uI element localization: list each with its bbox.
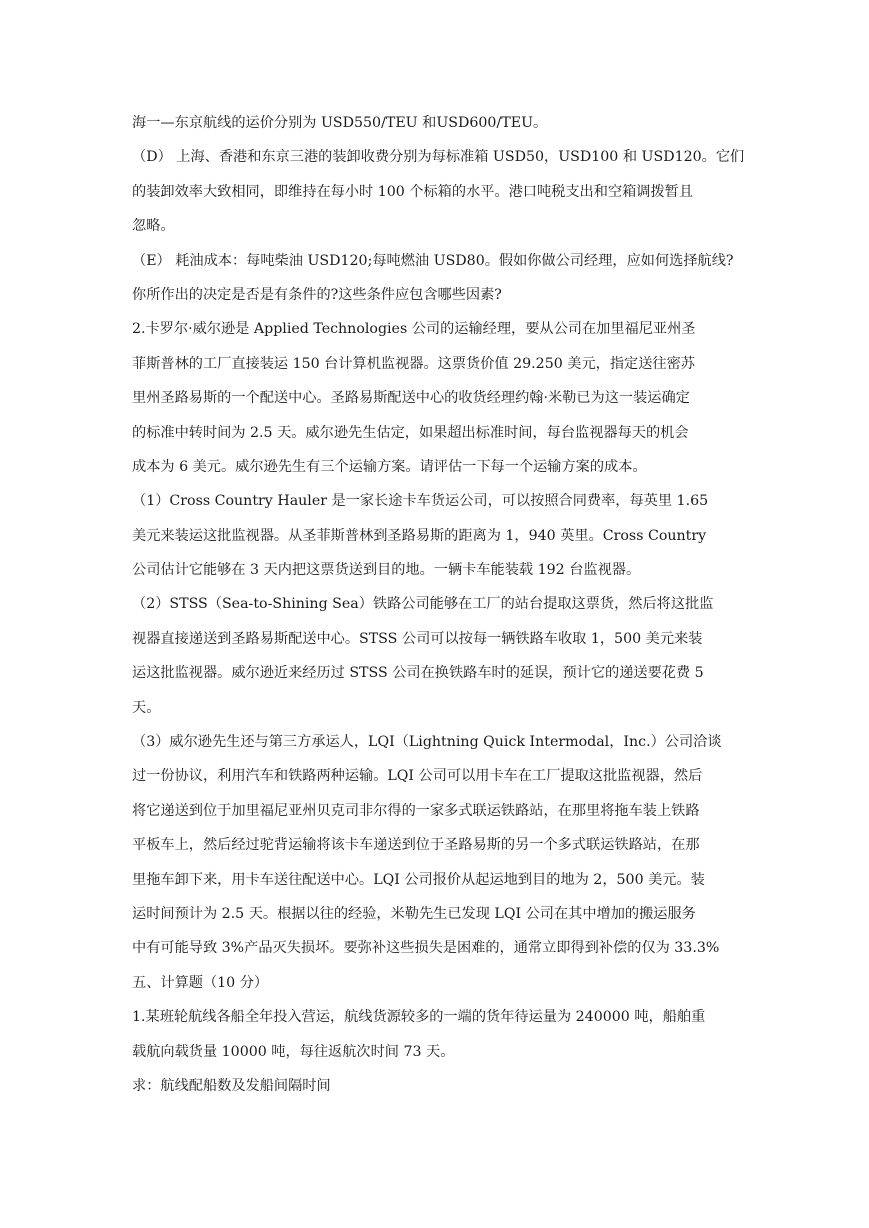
text-line: 美元来装运这批监视器。从圣菲斯普林到圣路易斯的距离为 1，940 英里。Cross Country	[132, 527, 707, 544]
text-line: 公司估计它能够在 3 天内把这票货送到目的地。一辆卡车能装载 192 台监视器。	[132, 562, 641, 579]
text-line: 过一份协议，利用汽车和铁路两种运输。LQI 公司可以用卡车在工厂提取这批监视器，然后	[132, 768, 703, 785]
text-line: 的标准中转时间为 2.5 天。威尔逊先生估定，如果超出标准时间，每台监视器每天的机会	[132, 424, 689, 441]
text-line: 菲斯普林的工厂直接装运 150 台计算机监视器。这票货价值 29.250 美元，指定送往密苏	[132, 355, 695, 372]
text-line: 2.卡罗尔·威尔逊是 Applied Technologies 公司的运输经理，要从公司在加里福尼亚州圣	[132, 321, 696, 338]
text-line: 载航向载货量 10000 吨，每往返航次时间 73 天。	[132, 1043, 455, 1060]
text-line: 的装卸效率大致相同，即维持在每小时 100 个标箱的水平。港口吨税支出和空箱调拨暂且	[132, 183, 694, 200]
text-line: （1）Cross Country Hauler 是一家长途卡车货运公司，可以按照合同费率，每英里 1.65	[132, 493, 709, 510]
text-line: 成本为 6 美元。威尔逊先生有三个运输方案。请评估一下每一个运输方案的成本。	[132, 458, 647, 475]
text-line: 里拖车卸下来，用卡车送往配送中心。LQI 公司报价从起运地到目的地为 2，500 美元。装	[132, 871, 705, 888]
document-body	[132, 108, 745, 1105]
text-line: 中有可能导致 3%产品灭失损坏。要弥补这些损失是困难的，通常立即得到补偿的仅为 33.3%	[132, 940, 720, 957]
text-line: 海一—东京航线的运价分别为 USD550/TEU 和USD600/TEU。	[132, 115, 548, 131]
text-line: 将它递送到位于加里福尼亚州贝克司非尔得的一家多式联运铁路站，在那里将拖车装上铁路	[132, 802, 700, 819]
text-line: （D） 上海、香港和东京三港的装卸收费分别为每标准箱 USD50，USD100 和 USD120。它们	[132, 149, 745, 166]
text-line: 运时间预计为 2.5 天。根据以往的经验，米勒先生已发现 LQI 公司在其中增加的搬运服务	[132, 905, 696, 922]
text-line: 视器直接递送到圣路易斯配送中心。STSS 公司可以按每一辆铁路车收取 1，500 美元来装	[132, 630, 703, 647]
text-line: （3）威尔逊先生还与第三方承运人，LQI（Lightning Quick Intermodal，Inc.）公司洽谈	[132, 734, 722, 751]
section-heading: 五、计算题（10 分）	[132, 974, 269, 991]
text-line: 1.某班轮航线各船全年投入营运，航线货源较多的一端的货年待运量为 240000 吨，船舶重	[132, 1009, 706, 1026]
text-line: 忽略。	[132, 218, 175, 235]
text-line: 平板车上，然后经过驼背运输将该卡车递送到位于圣路易斯的另一个多式联运铁路站，在那	[132, 837, 700, 854]
text-line: 天。	[132, 699, 161, 716]
text-line: （2）STSS（Sea-to-Shining Sea）铁路公司能够在工厂的站台提取这票货，然后将这批监	[132, 596, 714, 613]
text-line: 里州圣路易斯的一个配送中心。圣路易斯配送中心的收货经理约翰·米勒已为这一装运确定	[132, 390, 690, 407]
text-line: 求：航线配船数及发船间隔时间	[132, 1077, 331, 1094]
text-line: 你所作出的决定是否是有条件的?这些条件应包含哪些因素?	[132, 286, 502, 303]
text-line: （E） 耗油成本：每吨柴油 USD120;每吨燃油 USD80。假如你做公司经理，应如何选择航线?	[132, 252, 734, 269]
text-line: 运这批监视器。威尔逊近来经历过 STSS 公司在换铁路车时的延误，预计它的递送要花费 5	[132, 665, 704, 682]
